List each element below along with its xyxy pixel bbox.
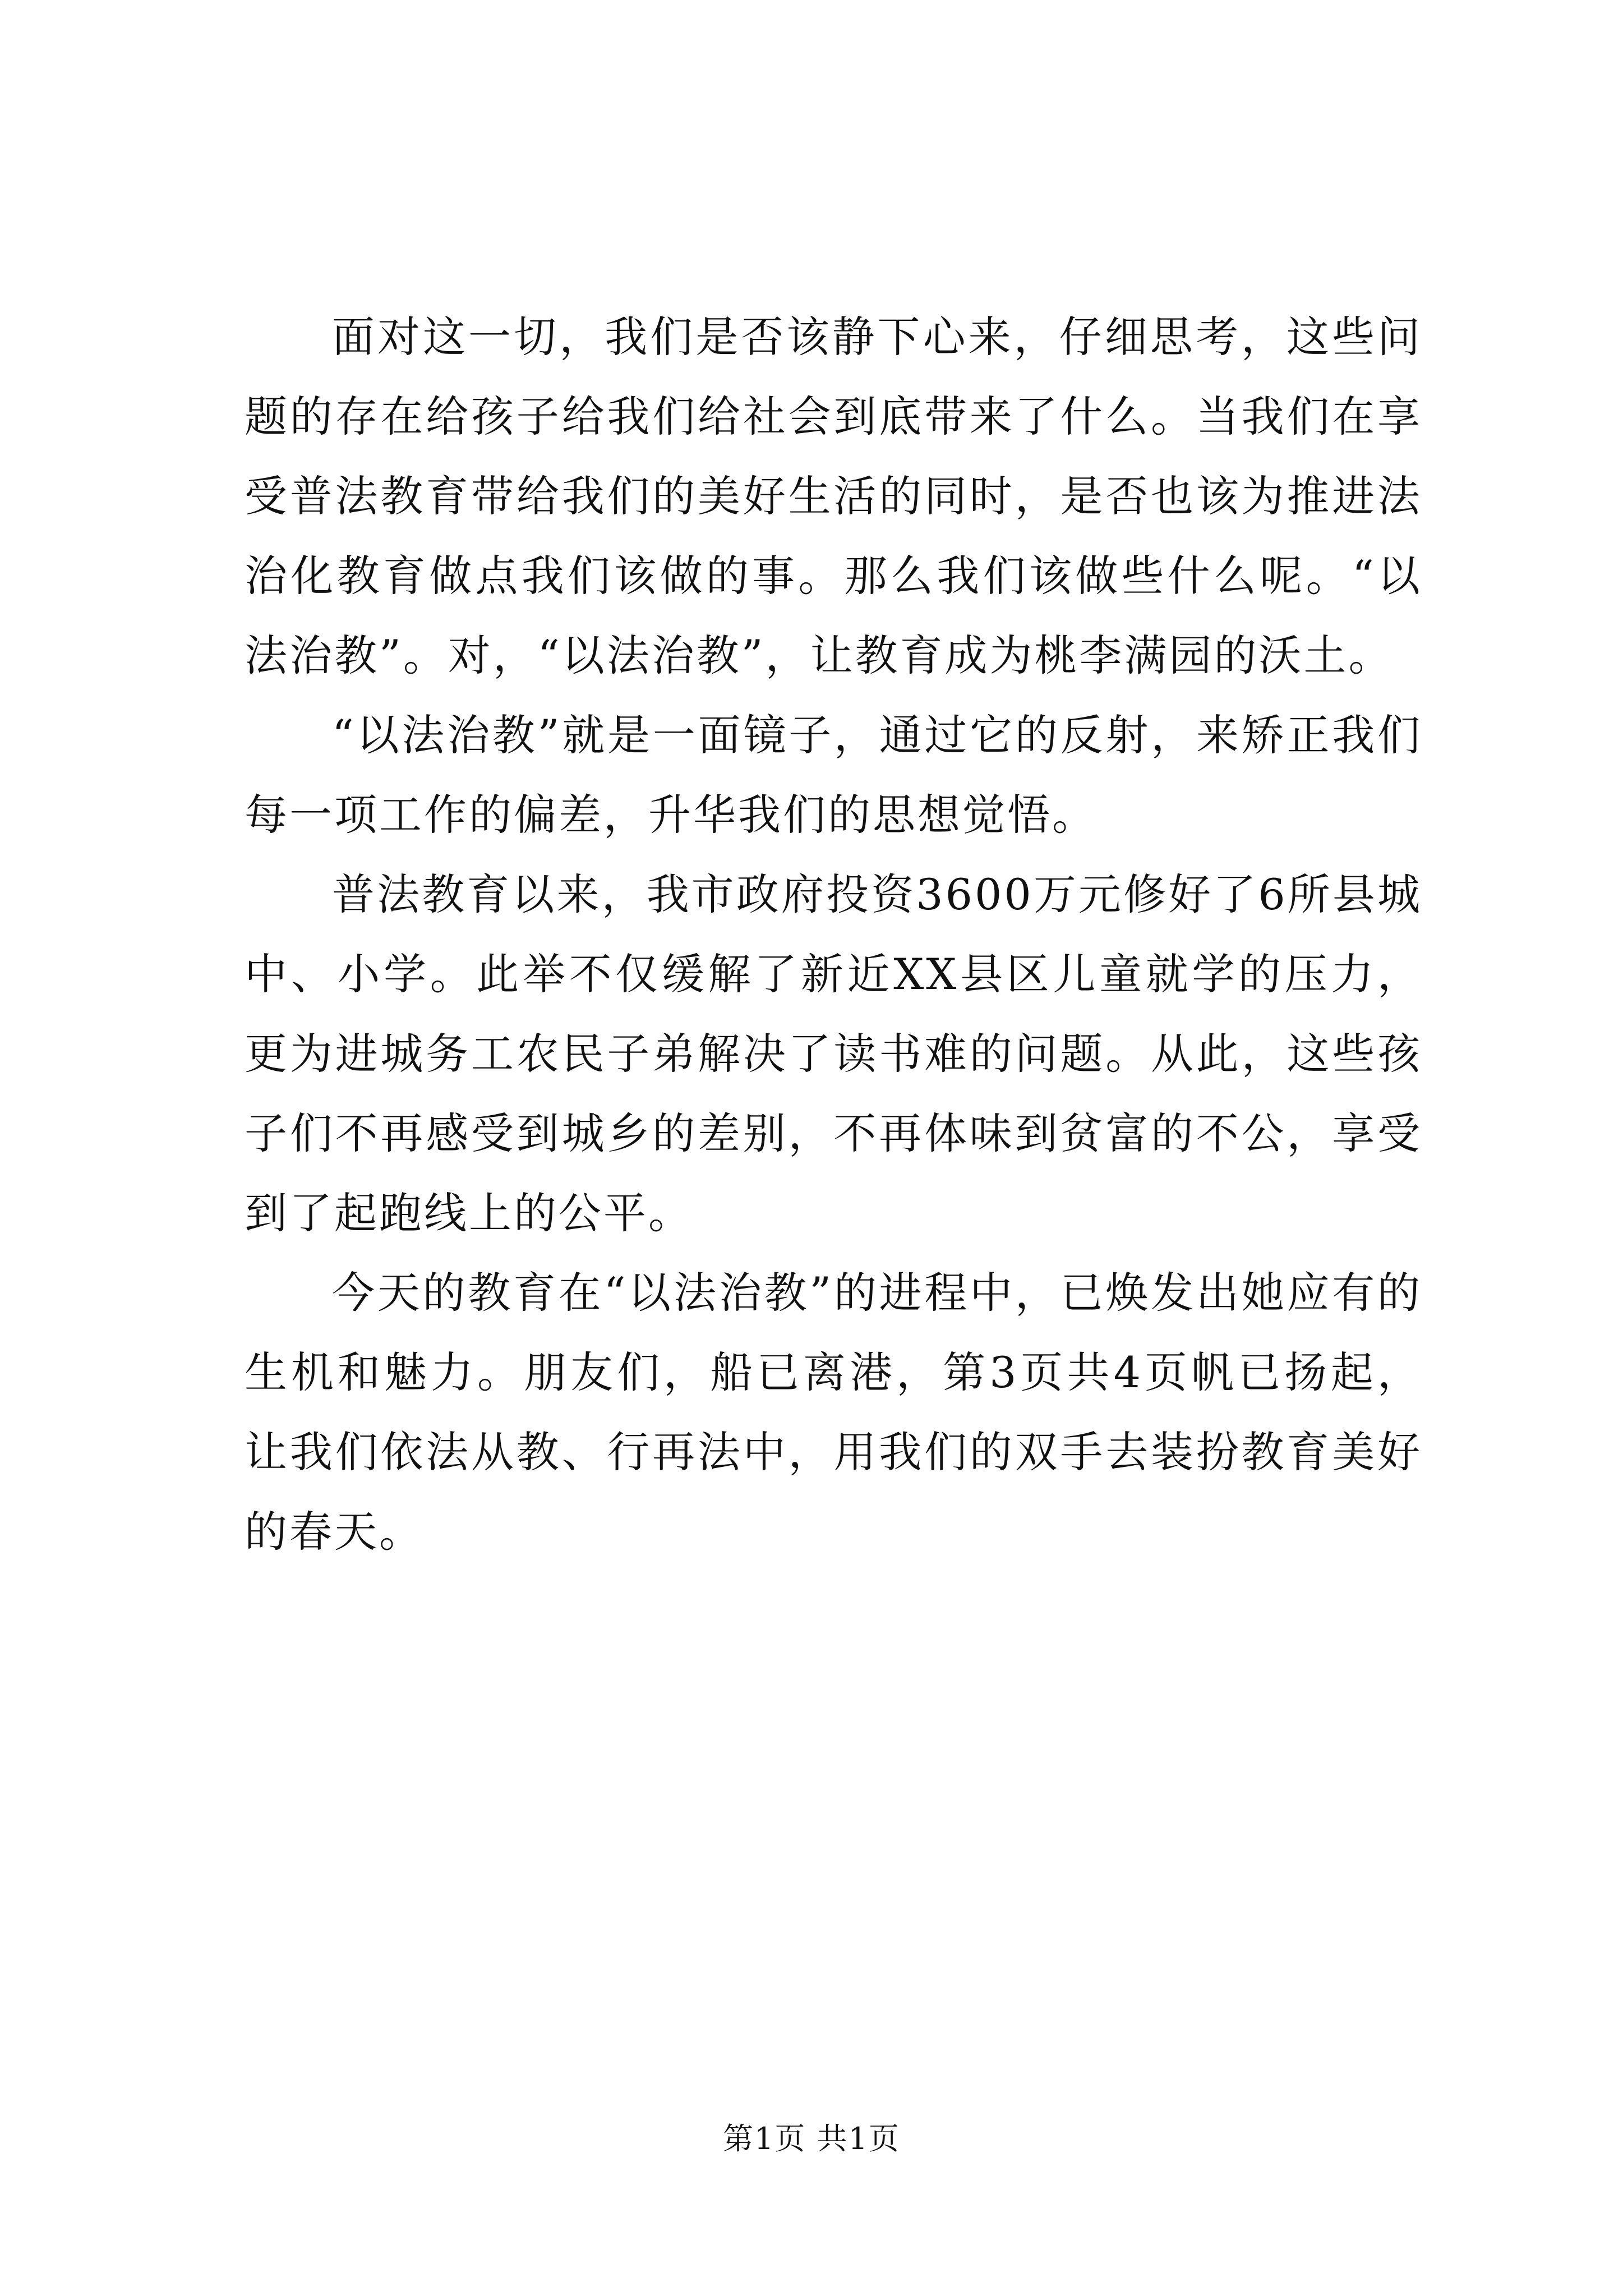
page-footer: 第1页 共1页	[723, 2121, 900, 2156]
paragraph-4: 今天的教育在“以法治教”的进程中，已焕发出她应有的生机和魅力。朋友们，船已离港，第3页共4页帆已扬起，让我们依法从教、行再法中，用我们的双手去装扮教育美好的春天。	[245, 1268, 1422, 1557]
document-body	[245, 297, 1422, 1572]
paragraph-1: 面对这一切，我们是否该静下心来，仔细思考，这些问题的存在给孩子给我们给社会到底带来了什么。当我们在享受普法教育带给我们的美好生活的同时，是否也该为推进法治化教育做点我们该做的事。那么我们该做些什么呢。“以法治教”。对，“以法治教”，让教育成为桃李满园的沃土。	[245, 312, 1422, 680]
paragraph-3: 普法教育以来，我市政府投资3600万元修好了6所县城中、小学。此举不仅缓解了新近XX县区儿童就学的压力，更为进城务工农民子弟解决了读书难的问题。从此，这些孩子们不再感受到城乡的差别，不再体味到贫富的不公，享受到了起跑线上的公平。	[245, 869, 1422, 1238]
paragraph-2: “以法治教”就是一面镜子，通过它的反射，来矫正我们每一项工作的偏差，升华我们的思想觉悟。	[245, 710, 1422, 840]
